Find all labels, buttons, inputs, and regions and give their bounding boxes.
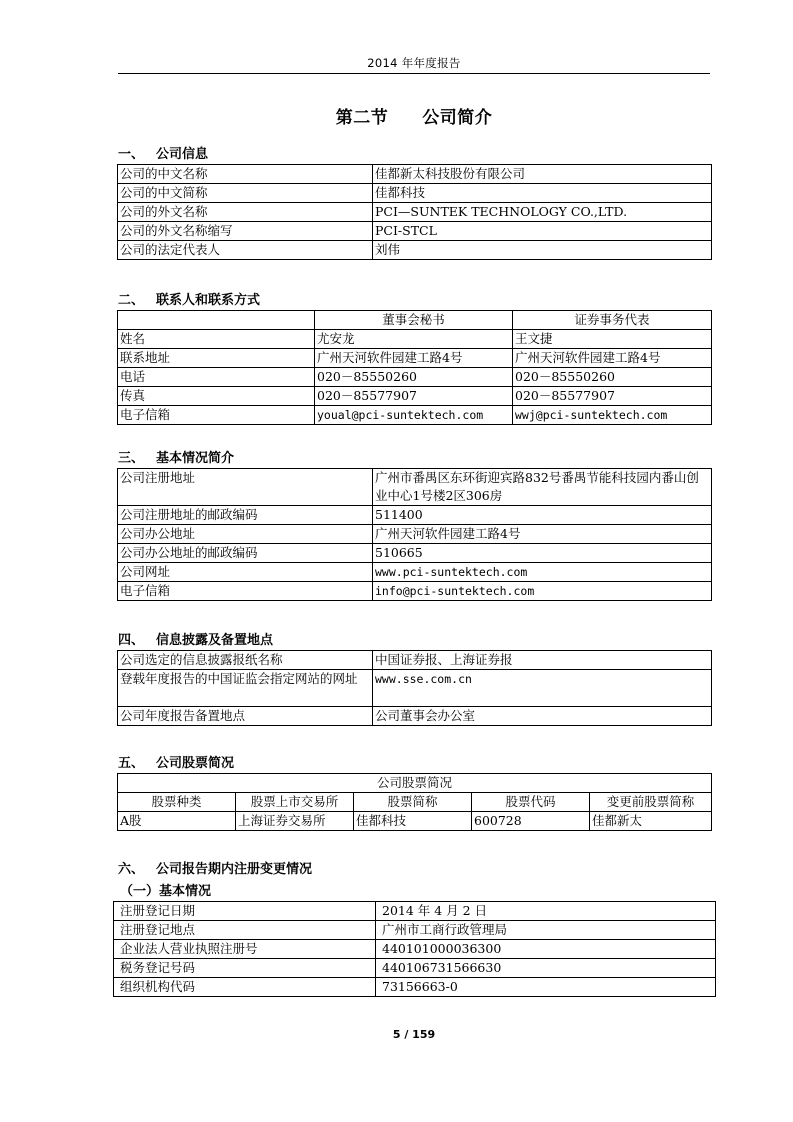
table-row: 税务登记号码 440106731566630: [114, 959, 716, 978]
table-row: 公司办公地址的邮政编码 510665: [118, 544, 712, 563]
table-row: A股 上海证券交易所 佳都科技 600728 佳都新太: [118, 812, 712, 831]
table-row: 公司的法定代表人 刘伟: [118, 241, 712, 260]
heading-registration-changes: 六、 公司报告期内注册变更情况: [118, 862, 313, 877]
heading-disclosure: 四、 信息披露及备置地点: [118, 633, 274, 648]
table-row: 注册登记地点 广州市工商行政管理局: [114, 921, 716, 940]
subheading-basic: （一）基本情况: [120, 884, 212, 899]
table-row: 公司注册地址 广州市番禺区东环街迎宾路832号番禺节能科技园内番山创业中心1号楼2区306房: [118, 469, 712, 506]
table-row: 登载年度报告的中国证监会指定网站的网址 www.sse.com.cn: [118, 670, 712, 707]
table-row: 组织机构代码 73156663-0: [114, 978, 716, 997]
table-row: 企业法人营业执照注册号 440101000036300: [114, 940, 716, 959]
basic-info-table: [117, 468, 712, 601]
section-name: 公司简介: [422, 108, 493, 128]
header-rule: [118, 73, 710, 74]
table-row: 公司办公地址 广州天河软件园建工路4号: [118, 525, 712, 544]
registration-table: [113, 901, 716, 997]
table-row: 电话 020－85550260 020－85550260: [118, 368, 712, 387]
table-row: 电子信箱 info@pci-suntektech.com: [118, 582, 712, 601]
table-row: 公司网址 www.pci-suntektech.com: [118, 563, 712, 582]
heading-contacts: 二、 联系人和联系方式: [118, 293, 261, 308]
table-row: 传真 020－85577907 020－85577907: [118, 387, 712, 406]
table-row: 联系地址 广州天河软件园建工路4号 广州天河软件园建工路4号: [118, 349, 712, 368]
running-header: 2014 年年度报告: [367, 56, 461, 70]
table-row: 电子信箱 youal@pci-suntektech.com wwj@pci-suntektech.com: [118, 406, 712, 425]
disclosure-table: [117, 650, 712, 726]
table-caption-row: 公司股票简况: [118, 774, 712, 793]
table-row: 公司的中文简称 佳都科技: [118, 184, 712, 203]
table-row: 公司选定的信息披露报纸名称 中国证券报、上海证券报: [118, 651, 712, 670]
table-row: 公司的外文名称 PCI—SUNTEK TECHNOLOGY CO.,LTD.: [118, 203, 712, 222]
heading-company-info: 一、 公司信息: [118, 147, 209, 162]
heading-stock: 五、 公司股票简况: [118, 756, 235, 771]
table-row: 公司年度报告备置地点 公司董事会办公室: [118, 707, 712, 726]
heading-basic-info: 三、 基本情况简介: [118, 451, 235, 466]
section-number: 第二节: [335, 108, 389, 128]
table-header-row: 董事会秘书 证券事务代表: [118, 311, 712, 330]
table-row: 公司的中文名称 佳都新太科技股份有限公司: [118, 165, 712, 184]
section-title: [118, 103, 710, 128]
table-row: 注册登记日期 2014 年 4 月 2 日: [114, 902, 716, 921]
contacts-table: [117, 310, 712, 425]
table-header-row: 股票种类 股票上市交易所 股票简称 股票代码 变更前股票简称: [118, 793, 712, 812]
company-info-table: [117, 164, 712, 260]
table-row: 姓名 尤安龙 王文捷: [118, 330, 712, 349]
stock-table: [117, 773, 712, 831]
page-number: 5 / 159: [392, 1028, 436, 1041]
table-row: 公司的外文名称缩写 PCI-STCL: [118, 222, 712, 241]
table-row: 公司注册地址的邮政编码 511400: [118, 506, 712, 525]
